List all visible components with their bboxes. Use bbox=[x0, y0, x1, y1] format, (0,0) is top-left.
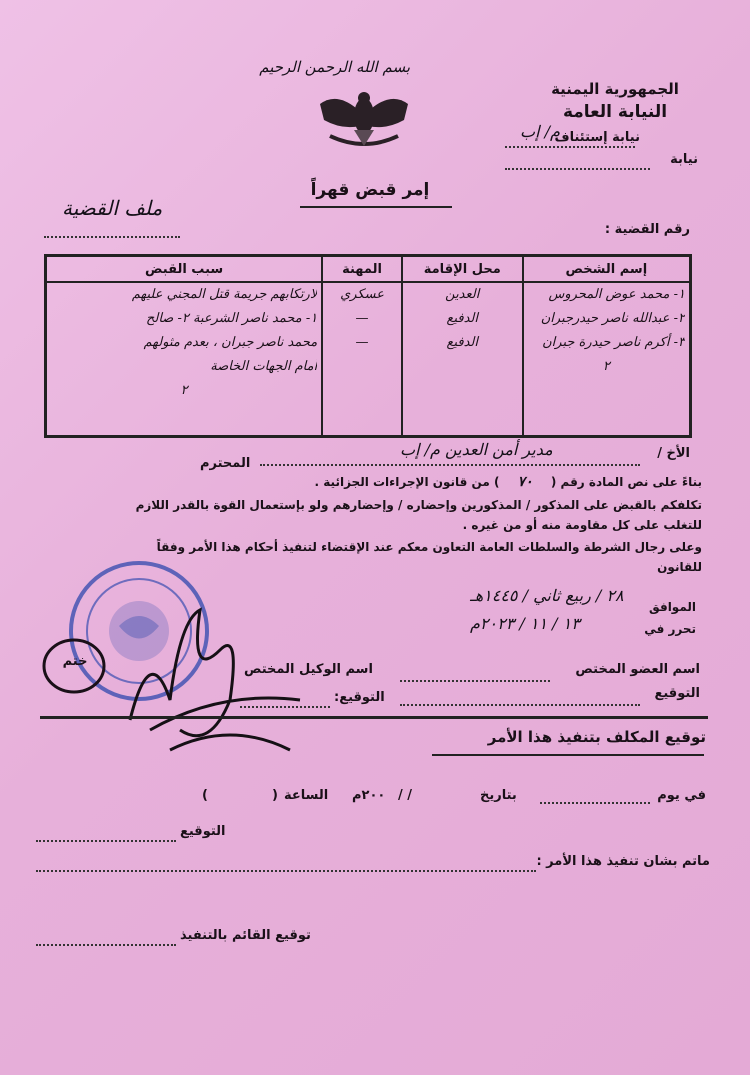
residence-3: الدفيع bbox=[446, 335, 478, 350]
case-dotted-line bbox=[44, 236, 180, 238]
agent-signature-label: التوقيع: bbox=[334, 690, 385, 705]
prosecution-office-label: نيابة bbox=[670, 152, 698, 167]
execution-day-label: في يوم bbox=[657, 788, 706, 803]
hijri-date-label: الموافق bbox=[649, 600, 696, 614]
case-number-label: رقم القضية : bbox=[604, 222, 690, 237]
reason-line-2: ١- محمد ناصر الشرعبة ٢- صالح bbox=[145, 311, 318, 326]
table-row bbox=[46, 282, 691, 437]
execution-heading: توقيع المكلف بتنفيذ هذا الأمر bbox=[487, 728, 706, 746]
col-header-job: المهنة bbox=[322, 256, 402, 283]
member-name-label: اسم العضو المختص bbox=[575, 662, 700, 677]
member-dotted-line bbox=[400, 680, 550, 682]
reason-line-1: لارتكابهم جريمة قتل المجني عليهم bbox=[131, 287, 318, 302]
execution-date-slashes: / / bbox=[398, 788, 413, 803]
execution-signature-dotted bbox=[36, 840, 176, 842]
reason-count-mark: ٢ bbox=[180, 383, 188, 398]
article-text-a: بناءً على نص المادة رقم ( bbox=[550, 475, 702, 489]
person-name-3: ٣- أكرم ناصر حيدرة جبران bbox=[542, 335, 685, 350]
job-3: — bbox=[355, 335, 369, 350]
body-line-2: تكلفكم بالقبض على المذكور / المذكورين وإحضاره / وإحضارهم ولو بإستعمال القوة بالقدر اللازم bbox=[135, 498, 702, 512]
col-header-reason: سبب القبض bbox=[46, 256, 323, 283]
public-prosecution: النيابة العامة bbox=[562, 102, 668, 122]
reason-line-4: أمام الجهات الخاصة bbox=[210, 359, 318, 374]
article-text-b: ) من قانون الإجراءات الجزائية . bbox=[314, 475, 500, 489]
addressee-value: مدير أمن العدين م/ إب bbox=[400, 440, 553, 459]
addressee-dotted-line bbox=[260, 464, 640, 466]
hour-paren-open: ( bbox=[272, 788, 278, 803]
cell-jobs bbox=[322, 282, 402, 437]
office-dotted-line bbox=[505, 168, 650, 170]
title-underline bbox=[300, 206, 452, 208]
execution-done-dotted bbox=[36, 870, 536, 872]
execution-date-label: بتاريخ bbox=[480, 788, 517, 803]
col-header-residence: محل الإقامة bbox=[402, 256, 523, 283]
article-number: ٧٠ bbox=[517, 474, 533, 490]
member-signature-dotted bbox=[400, 704, 640, 706]
appeal-dotted-line bbox=[505, 146, 635, 148]
person-name-1: ١- محمد عوض المحروس bbox=[548, 287, 685, 302]
appeal-prosecution-value: م/ إب bbox=[520, 122, 560, 141]
appeal-prosecution-label: نيابة إستئناف bbox=[554, 130, 640, 145]
agent-signature-dotted bbox=[240, 706, 330, 708]
gregorian-date-label: تحرر في bbox=[644, 622, 696, 636]
person-name-2: ٢- عبدالله ناصر حيدرجبران bbox=[540, 311, 685, 326]
cell-reasons bbox=[46, 282, 323, 437]
residence-2: الدفيع bbox=[446, 311, 478, 326]
execution-heading-underline bbox=[432, 754, 704, 756]
reason-line-3: محمد ناصر جبران ، بعدم مثولهم bbox=[143, 335, 318, 350]
cell-residences bbox=[402, 282, 523, 437]
page-title: إمر قبض قهراً bbox=[310, 180, 430, 200]
hijri-date-value: ٢٨ / ربيع ثاني / ١٤٤٥هـ bbox=[470, 586, 624, 605]
emblem-eagle-icon bbox=[316, 86, 412, 152]
execution-hour-label: الساعة bbox=[284, 788, 329, 803]
basmala: بسم الله الرحمن الرحيم bbox=[259, 58, 410, 76]
execution-done-label: ماتم بشان تنفيذ هذا الأمر : bbox=[536, 854, 710, 869]
job-1: عسكري bbox=[340, 287, 384, 302]
republic-name: الجمهورية اليمنية bbox=[551, 80, 679, 98]
addressee-prefix: الأخ / bbox=[657, 446, 690, 461]
agent-name-label: اسم الوكيل المختص bbox=[244, 662, 373, 677]
seal-label: ختم bbox=[62, 654, 88, 669]
body-line-3: للتغلب على كل مقاومة منه أو من غيره . bbox=[462, 518, 702, 532]
table-header-row bbox=[46, 256, 691, 283]
case-number-value: ملف القضية bbox=[62, 196, 163, 220]
execution-year: ٢٠٠م bbox=[352, 788, 386, 803]
col-header-name: إسم الشخص bbox=[523, 256, 691, 283]
residence-1: العدين bbox=[445, 287, 480, 302]
day-dotted-line bbox=[540, 802, 650, 804]
executor-signature-label: توقيع القائم بالتنفيذ bbox=[180, 928, 311, 943]
member-signature-label: التوقيع bbox=[654, 686, 700, 701]
execution-signature-label: التوقيع bbox=[180, 824, 226, 839]
cell-names bbox=[523, 282, 691, 437]
body-line-5: للقانون bbox=[657, 560, 702, 574]
body-line-4: وعلى رجال الشرطة والسلطات العامة التعاون معكم عند الإقتضاء لتنفيذ أحكام هذا الأمر وفقاً bbox=[156, 540, 702, 554]
gregorian-date-value: ١٣ / ١١ / ٢٠٢٣م bbox=[470, 614, 580, 633]
body-article-line bbox=[315, 474, 702, 490]
hour-paren-close: ) bbox=[202, 788, 208, 803]
executor-signature-dotted bbox=[36, 944, 176, 946]
addressee-suffix: المحترم bbox=[200, 456, 251, 471]
persons-table bbox=[44, 254, 692, 438]
job-2: — bbox=[355, 311, 369, 326]
section-divider bbox=[40, 716, 708, 719]
name-count-mark: ٢ bbox=[602, 359, 610, 374]
